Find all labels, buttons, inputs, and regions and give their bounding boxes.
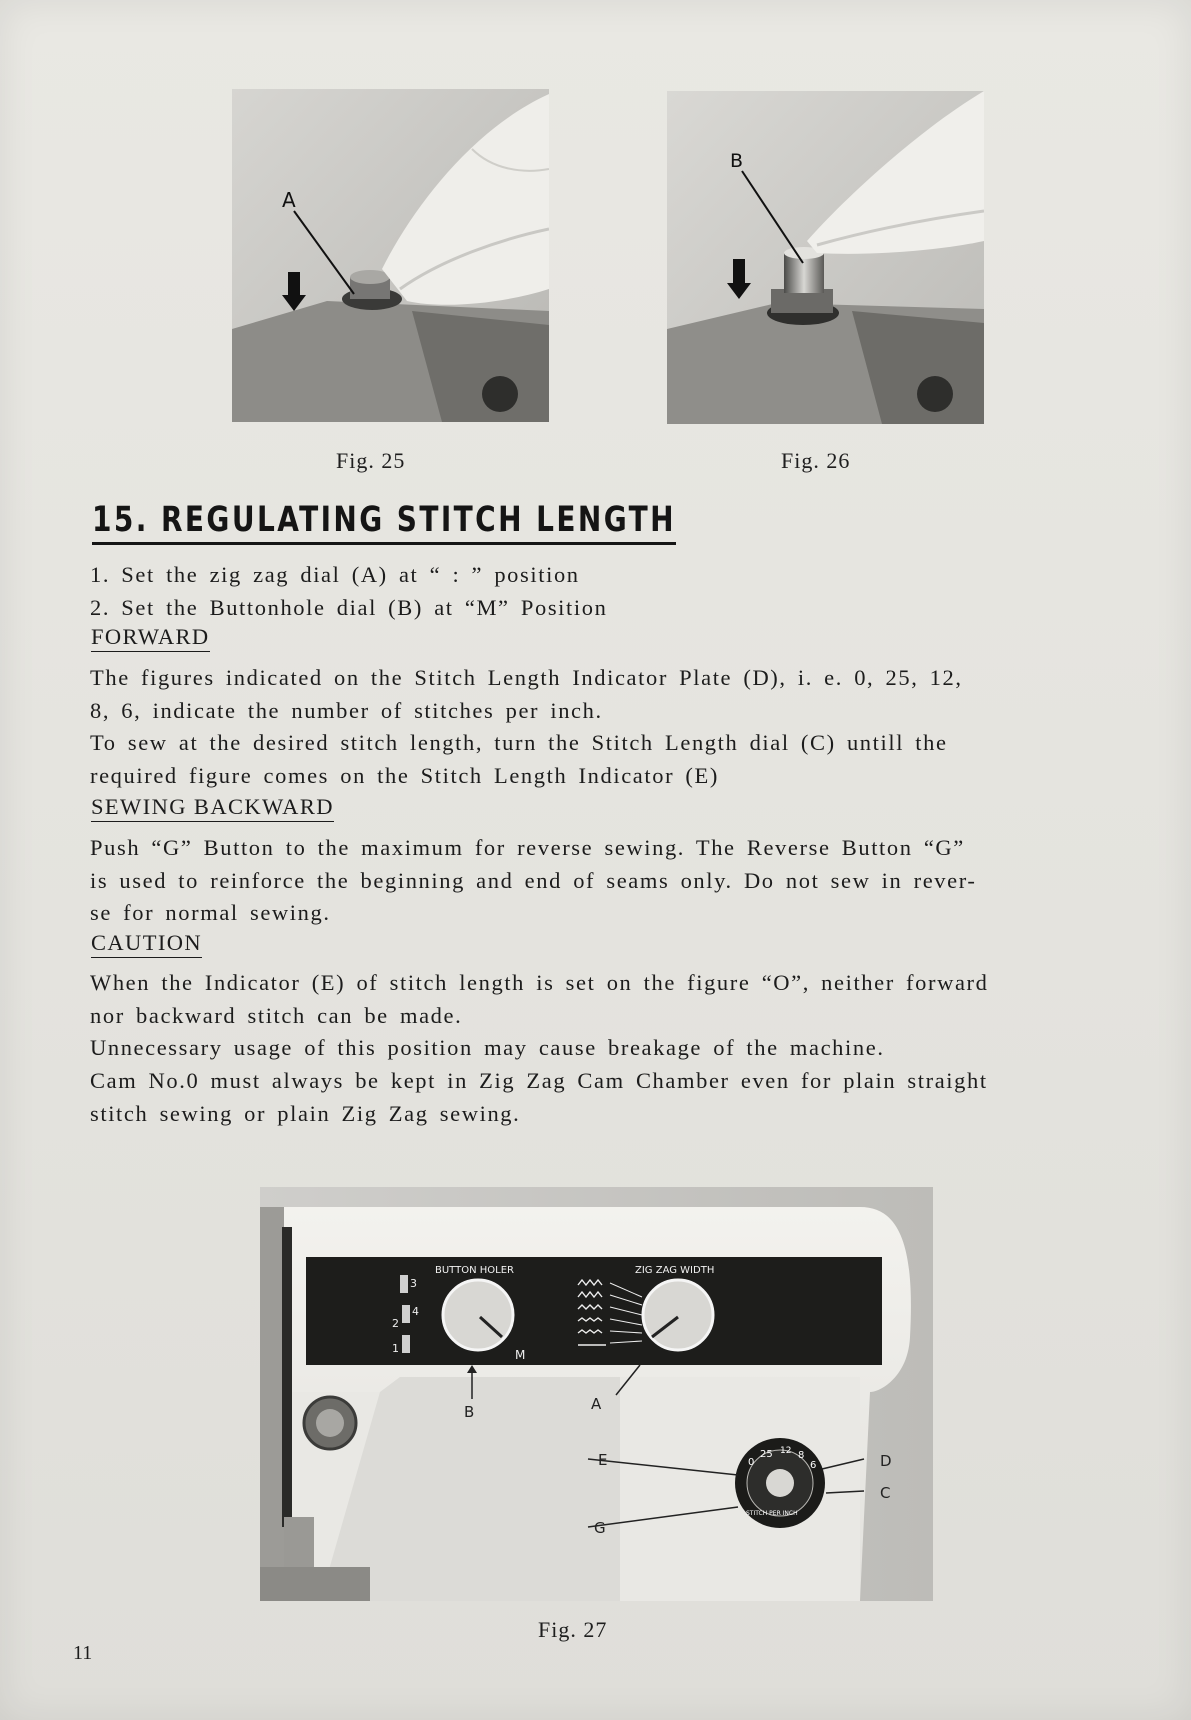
caution-line-2: nor backward stitch can be made.	[90, 1003, 463, 1028]
fig27-dial-8: 8	[798, 1450, 805, 1461]
fig27-mark-m: M	[515, 1348, 526, 1362]
step-2: 2. Set the Buttonhole dial (B) at “M” Position	[90, 595, 608, 620]
fig27-dial-0: 0	[748, 1457, 755, 1468]
fig25-photo	[232, 89, 549, 422]
fig26-label-b: B	[730, 150, 744, 172]
fig27-caption: Fig. 27	[538, 1617, 608, 1642]
backward-line-2: is used to reinforce the beginning and end of seams only. Do not sew in rever-	[90, 868, 977, 893]
fig27-dial-text: STITCH PER INCH	[746, 1510, 798, 1517]
caution-heading: CAUTION	[91, 930, 202, 958]
fig27-illustration	[260, 1187, 933, 1601]
caution-line-5: stitch sewing or plain Zig Zag sewing.	[90, 1101, 521, 1126]
step-1: 1. Set the zig zag dial (A) at “ : ” position	[90, 562, 580, 587]
forward-line-4: required figure comes on the Stitch Length Indicator (E)	[90, 763, 719, 788]
fig27-mark-4: 4	[412, 1305, 419, 1318]
fig27-mark-3: 3	[410, 1277, 417, 1290]
fig27-label-g: G	[594, 1519, 606, 1537]
fig27-label-d: D	[880, 1452, 892, 1470]
fig26-caption: Fig. 26	[781, 448, 851, 473]
fig27-label-e: E	[598, 1451, 608, 1469]
forward-line-2: 8, 6, indicate the number of stitches per inch.	[90, 698, 603, 723]
caution-line-3: Unnecessary usage of this position may cause breakage of the machine.	[90, 1035, 885, 1060]
fig25-illustration	[232, 89, 549, 422]
backward-line-3: se for normal sewing.	[90, 900, 331, 925]
fig27-label-b: B	[464, 1403, 475, 1421]
fig27-mark-1: 1	[392, 1342, 399, 1355]
caution-line-1: When the Indicator (E) of stitch length is set on the figure “O”, neither forward	[90, 970, 989, 995]
section-title: 15. REGULATING STITCH LENGTH	[92, 500, 676, 545]
fig25-label-a: A	[282, 188, 296, 212]
caution-line-4: Cam No.0 must always be kept in Zig Zag Cam Chamber even for plain straight	[90, 1068, 988, 1093]
fig25-caption: Fig. 25	[336, 448, 406, 473]
fig27-photo	[260, 1187, 933, 1601]
fig27-mark-2: 2	[392, 1317, 399, 1330]
backward-heading: SEWING BACKWARD	[91, 794, 334, 822]
backward-line-1: Push “G” Button to the maximum for reverse sewing. The Reverse Button “G”	[90, 835, 965, 860]
page-number: 11	[73, 1642, 93, 1664]
fig26-illustration	[667, 91, 984, 424]
fig27-button-holer-label: BUTTON HOLER	[435, 1265, 514, 1276]
fig27-dial-12: 12	[780, 1446, 792, 1456]
fig26-photo	[667, 91, 984, 424]
fig27-label-c: C	[880, 1484, 891, 1502]
fig27-zigzag-width-label: ZIG ZAG WIDTH	[635, 1265, 715, 1276]
fig27-label-a: A	[591, 1395, 602, 1413]
forward-line-1: The figures indicated on the Stitch Length Indicator Plate (D), i. e. 0, 25, 12,	[90, 665, 963, 690]
forward-line-3: To sew at the desired stitch length, turn the Stitch Length dial (C) untill the	[90, 730, 948, 755]
fig27-dial-6: 6	[810, 1460, 817, 1471]
forward-heading: FORWARD	[91, 624, 210, 652]
fig27-dial-25: 25	[760, 1449, 773, 1460]
